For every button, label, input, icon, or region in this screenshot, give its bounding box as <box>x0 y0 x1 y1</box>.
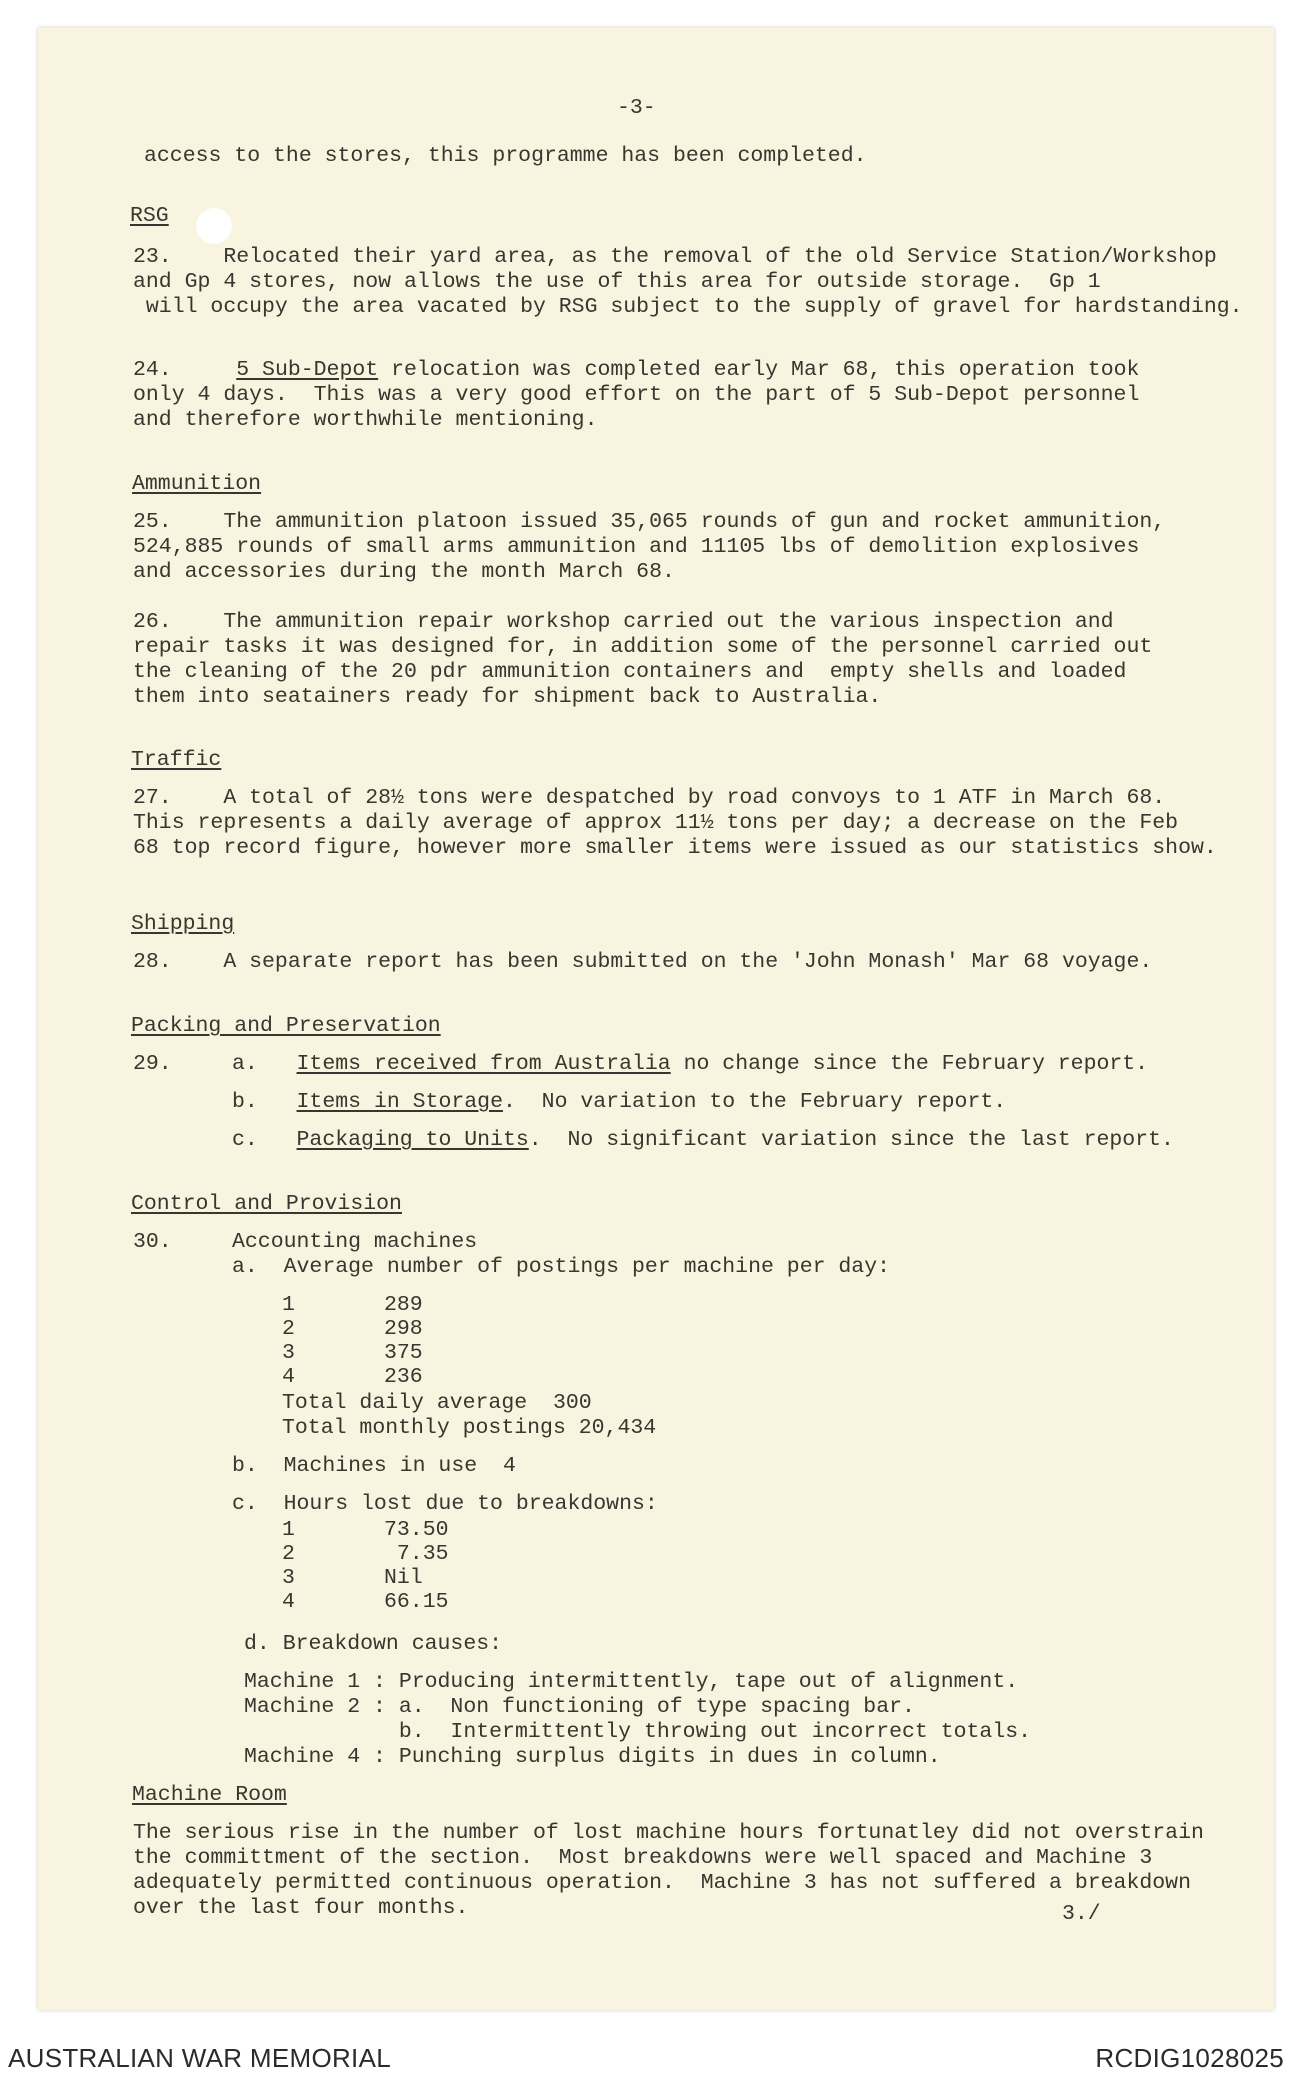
packing-item-c-title: Packaging to Units <box>296 1128 529 1152</box>
machine-room-line-1: The serious rise in the number of lost machine hours fortunatley did not overstrain <box>133 1821 1204 1845</box>
para-28: 28. A separate report has been submitted on the 'John Monash' Mar 68 voyage. <box>133 950 1153 974</box>
packing-item-a <box>232 1052 1148 1078</box>
para-24-line-3: and therefore worthwhile mentioning. <box>133 408 598 432</box>
posting-value: 236 <box>384 1365 423 1389</box>
heading-ammunition: Ammunition <box>132 472 262 496</box>
hours-machine: 4 <box>282 1590 295 1614</box>
posting-machine: 4 <box>282 1365 295 1389</box>
hours-machine: 3 <box>282 1566 295 1590</box>
packing-item-b-title: Items in Storage <box>296 1090 503 1114</box>
page-number: -3- <box>617 96 656 120</box>
para-24-text: relocation was completed early Mar 68, this operation took <box>378 358 1140 382</box>
machine-room-line-3: adequately permitted continuous operation. Machine 3 has not suffered a breakdown <box>133 1871 1191 1895</box>
total-monthly-postings: Total monthly postings 20,434 <box>282 1416 657 1440</box>
heading-rsg: RSG <box>130 204 169 228</box>
hours-value: Nil <box>384 1566 423 1590</box>
para-26-line-1: 26. The ammunition repair workshop carried out the various inspection and <box>133 610 1114 634</box>
postings-title: a. Average number of postings per machine per day: <box>232 1255 891 1279</box>
heading-packing: Packing and Preservation <box>131 1014 441 1038</box>
machine-room-line-2: the committment of the section. Most breakdowns were well spaced and Machine 3 <box>133 1846 1153 1870</box>
footer-record-id: RCDIG1028025 <box>1095 2043 1284 2073</box>
para-26-line-2: repair tasks it was designed for, in addition some of the personnel carried out <box>133 635 1153 659</box>
para-25-line-2: 524,885 rounds of small arms ammunition and 11105 lbs of demolition explosives <box>133 535 1140 559</box>
posting-machine: 3 <box>282 1341 295 1365</box>
footer-institution: AUSTRALIAN WAR MEMORIAL <box>8 2043 391 2073</box>
para-25-line-1: 25. The ammunition platoon issued 35,065 rounds of gun and rocket ammunition, <box>133 510 1166 534</box>
breakdown-causes-title: d. Breakdown causes: <box>244 1632 503 1656</box>
para-23-line-3: will occupy the area vacated by RSG subject to the supply of gravel for hardstanding. <box>133 295 1243 319</box>
machine-room-line-4: over the last four months. <box>133 1896 469 1920</box>
para-30-number: 30. <box>133 1230 172 1254</box>
punch-hole <box>196 208 232 244</box>
breakdown-cause: Machine 4 : Punching surplus digits in dues in column. <box>244 1745 941 1769</box>
heading-machine-room: Machine Room <box>132 1783 287 1807</box>
hours-machine: 1 <box>282 1518 295 1542</box>
packing-item-b-text: . No variation to the February report. <box>502 1090 1007 1114</box>
para-26-line-3: the cleaning of the 20 pdr ammunition containers and empty shells and loaded <box>133 660 1127 684</box>
breakdown-cause: Machine 1 : Producing intermittently, tape out of alignment. <box>244 1670 1019 1694</box>
heading-control: Control and Provision <box>131 1192 402 1216</box>
posting-value: 298 <box>384 1317 423 1341</box>
posting-value: 375 <box>384 1341 423 1365</box>
sub-depot-label: 5 Sub-Depot <box>236 358 379 382</box>
heading-traffic: Traffic <box>131 748 222 772</box>
heading-shipping: Shipping <box>131 912 235 936</box>
posting-machine: 1 <box>282 1293 295 1317</box>
para-23-line-1: 23. Relocated their yard area, as the removal of the old Service Station/Workshop <box>133 245 1217 269</box>
packing-item-c-text: . No significant variation since the last report. <box>528 1128 1174 1152</box>
para-27-line-2: This represents a daily average of approx 11½ tons per day; a decrease on the Feb <box>133 811 1179 835</box>
para-27-line-3: 68 top record figure, however more smaller items were issued as our statistics show. <box>133 836 1217 860</box>
para-23-line-2: and Gp 4 stores, now allows the use of this area for outside storage. Gp 1 <box>133 270 1101 294</box>
para-26-line-4: them into seatainers ready for shipment back to Australia. <box>133 685 882 709</box>
packing-item-a-title: Items received from Australia <box>296 1052 671 1076</box>
machines-in-use: b. Machines in use 4 <box>232 1454 516 1478</box>
packing-item-c <box>232 1128 1174 1154</box>
hours-value: 66.15 <box>384 1590 449 1614</box>
posting-machine: 2 <box>282 1317 295 1341</box>
hours-value: 7.35 <box>384 1542 449 1566</box>
hours-machine: 2 <box>282 1542 295 1566</box>
para-24-line-1 <box>133 358 1139 384</box>
next-page-marker: 3./ <box>1062 1902 1101 1926</box>
packing-item-c-letter: c. <box>232 1128 258 1152</box>
hours-value: 73.50 <box>384 1518 449 1542</box>
packing-item-b <box>232 1090 1006 1116</box>
hours-lost-title: c. Hours lost due to breakdowns: <box>232 1492 658 1516</box>
packing-item-b-letter: b. <box>232 1090 258 1114</box>
para-27-line-1: 27. A total of 28½ tons were despatched by road convoys to 1 ATF in March 68. <box>133 786 1166 810</box>
para-24-number: 24. <box>133 358 172 382</box>
accounting-machines-subhead: Accounting machines <box>232 1230 478 1254</box>
breakdown-cause: Machine 2 : a. Non functioning of type spacing bar. <box>244 1695 915 1719</box>
posting-value: 289 <box>384 1293 423 1317</box>
continuation-line: access to the stores, this programme has been completed. <box>144 144 867 168</box>
breakdown-cause: b. Intermittently throwing out incorrect totals. <box>244 1720 1032 1744</box>
total-daily-average: Total daily average 300 <box>282 1391 592 1415</box>
para-29-number: 29. <box>133 1052 172 1076</box>
para-25-line-3: and accessories during the month March 68. <box>133 560 675 584</box>
para-24-line-2: only 4 days. This was a very good effort on the part of 5 Sub-Depot personnel <box>133 383 1140 407</box>
packing-item-a-letter: a. <box>232 1052 258 1076</box>
packing-item-a-text: no change since the February report. <box>670 1052 1149 1076</box>
